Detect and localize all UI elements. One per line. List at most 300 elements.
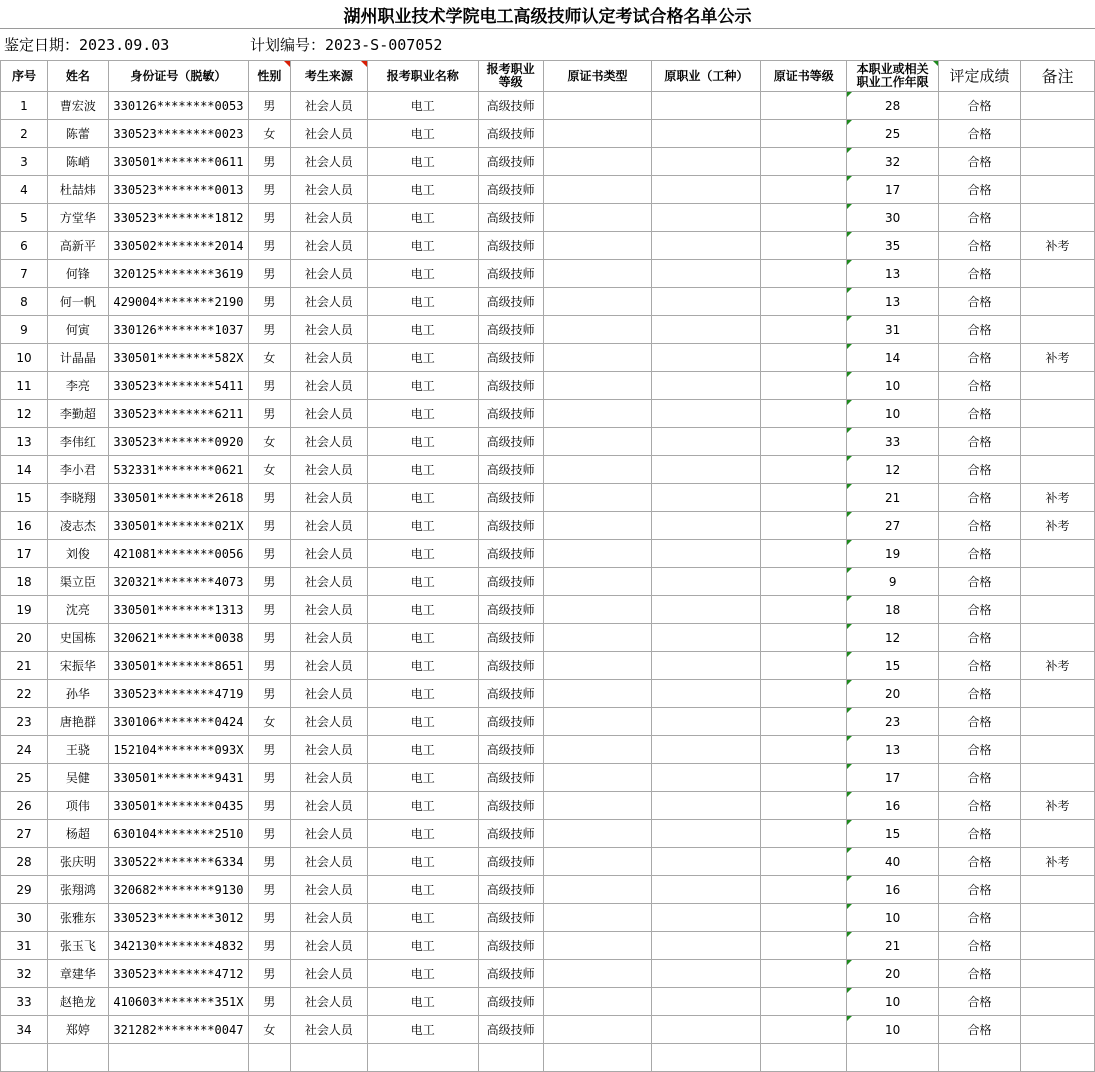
header-orig-job[interactable]: 原职业（工种） [652,61,761,92]
cell-seq[interactable]: 10 [1,344,48,372]
cell-gender[interactable]: 男 [248,372,290,400]
cell-name[interactable]: 王骁 [47,736,108,764]
cell-source[interactable]: 社会人员 [290,904,367,932]
cell-remark[interactable] [1020,568,1094,596]
cell-name[interactable]: 何一帆 [47,288,108,316]
cell-occupation[interactable]: 电工 [367,652,478,680]
empty-cell[interactable] [847,1044,939,1072]
cell-cert-level[interactable] [761,708,847,736]
cell-level[interactable]: 高级技师 [478,484,543,512]
cell-source[interactable]: 社会人员 [290,232,367,260]
cell-orig-job[interactable] [652,484,761,512]
cell-id[interactable]: 330523********0920 [108,428,248,456]
cell-remark[interactable]: 补考 [1020,848,1094,876]
cell-cert-level[interactable] [761,596,847,624]
cell-id[interactable]: 330523********5411 [108,372,248,400]
cell-id[interactable]: 330126********0053 [108,92,248,120]
cell-cert-type[interactable] [543,92,652,120]
cell-remark[interactable]: 补考 [1020,484,1094,512]
cell-id[interactable]: 330501********8651 [108,652,248,680]
cell-remark[interactable] [1020,904,1094,932]
cell-result[interactable]: 合格 [939,988,1021,1016]
cell-years[interactable]: 16 [847,876,939,904]
cell-result[interactable]: 合格 [939,176,1021,204]
cell-remark[interactable] [1020,932,1094,960]
cell-gender[interactable]: 男 [248,848,290,876]
cell-name[interactable]: 赵艳龙 [47,988,108,1016]
cell-seq[interactable]: 17 [1,540,48,568]
cell-gender[interactable]: 男 [248,876,290,904]
cell-result[interactable]: 合格 [939,260,1021,288]
cell-result[interactable]: 合格 [939,92,1021,120]
header-cert-type[interactable]: 原证书类型 [543,61,652,92]
cell-years[interactable]: 13 [847,260,939,288]
cell-id[interactable]: 330523********0013 [108,176,248,204]
cell-occupation[interactable]: 电工 [367,232,478,260]
cell-name[interactable]: 李小君 [47,456,108,484]
cell-name[interactable]: 张玉飞 [47,932,108,960]
cell-result[interactable]: 合格 [939,596,1021,624]
cell-seq[interactable]: 26 [1,792,48,820]
cell-years[interactable]: 13 [847,288,939,316]
cell-cert-level[interactable] [761,652,847,680]
cell-name[interactable]: 孙华 [47,680,108,708]
cell-occupation[interactable]: 电工 [367,484,478,512]
cell-seq[interactable]: 8 [1,288,48,316]
cell-orig-job[interactable] [652,932,761,960]
cell-orig-job[interactable] [652,904,761,932]
cell-source[interactable]: 社会人员 [290,484,367,512]
cell-occupation[interactable]: 电工 [367,568,478,596]
cell-seq[interactable]: 4 [1,176,48,204]
cell-remark[interactable] [1020,764,1094,792]
cell-orig-job[interactable] [652,764,761,792]
cell-name[interactable]: 陈峭 [47,148,108,176]
cell-orig-job[interactable] [652,624,761,652]
cell-id[interactable]: 330523********0023 [108,120,248,148]
assessment-date[interactable] [4,29,169,60]
cell-level[interactable]: 高级技师 [478,288,543,316]
cell-occupation[interactable]: 电工 [367,596,478,624]
cell-level[interactable]: 高级技师 [478,92,543,120]
cell-source[interactable]: 社会人员 [290,876,367,904]
cell-result[interactable]: 合格 [939,680,1021,708]
cell-name[interactable]: 李伟红 [47,428,108,456]
cell-remark[interactable] [1020,624,1094,652]
cell-cert-type[interactable] [543,204,652,232]
cell-id[interactable]: 330523********4712 [108,960,248,988]
cell-cert-level[interactable] [761,624,847,652]
cell-orig-job[interactable] [652,1016,761,1044]
cell-occupation[interactable]: 电工 [367,624,478,652]
cell-seq[interactable]: 2 [1,120,48,148]
cell-seq[interactable]: 31 [1,932,48,960]
cell-source[interactable]: 社会人员 [290,344,367,372]
cell-cert-type[interactable] [543,456,652,484]
cell-result[interactable]: 合格 [939,148,1021,176]
cell-gender[interactable]: 男 [248,960,290,988]
cell-cert-level[interactable] [761,344,847,372]
cell-cert-level[interactable] [761,540,847,568]
empty-cell[interactable] [47,1044,108,1072]
cell-orig-job[interactable] [652,428,761,456]
cell-years[interactable]: 18 [847,596,939,624]
cell-occupation[interactable]: 电工 [367,204,478,232]
cell-remark[interactable] [1020,960,1094,988]
cell-id[interactable]: 330523********4719 [108,680,248,708]
cell-occupation[interactable]: 电工 [367,904,478,932]
cell-name[interactable]: 陈蕾 [47,120,108,148]
cell-seq[interactable]: 29 [1,876,48,904]
cell-source[interactable]: 社会人员 [290,820,367,848]
cell-id[interactable]: 152104********093X [108,736,248,764]
cell-years[interactable]: 17 [847,764,939,792]
cell-source[interactable]: 社会人员 [290,92,367,120]
cell-occupation[interactable]: 电工 [367,876,478,904]
cell-years[interactable]: 25 [847,120,939,148]
cell-gender[interactable]: 男 [248,92,290,120]
cell-remark[interactable] [1020,540,1094,568]
cell-cert-level[interactable] [761,260,847,288]
header-result[interactable]: 评定成绩 [939,61,1021,92]
cell-remark[interactable] [1020,456,1094,484]
cell-name[interactable]: 李勤超 [47,400,108,428]
cell-occupation[interactable]: 电工 [367,428,478,456]
cell-cert-type[interactable] [543,400,652,428]
cell-seq[interactable]: 30 [1,904,48,932]
cell-name[interactable]: 吴健 [47,764,108,792]
cell-gender[interactable]: 男 [248,204,290,232]
cell-source[interactable]: 社会人员 [290,596,367,624]
cell-result[interactable]: 合格 [939,568,1021,596]
cell-gender[interactable]: 男 [248,316,290,344]
cell-name[interactable]: 项伟 [47,792,108,820]
cell-cert-level[interactable] [761,92,847,120]
cell-name[interactable]: 李亮 [47,372,108,400]
cell-id[interactable]: 321282********0047 [108,1016,248,1044]
cell-remark[interactable] [1020,736,1094,764]
cell-remark[interactable] [1020,204,1094,232]
cell-id[interactable]: 320125********3619 [108,260,248,288]
empty-cell[interactable] [652,1044,761,1072]
cell-name[interactable]: 凌志杰 [47,512,108,540]
cell-occupation[interactable]: 电工 [367,960,478,988]
plan-number[interactable] [250,29,442,60]
cell-occupation[interactable]: 电工 [367,120,478,148]
cell-seq[interactable]: 5 [1,204,48,232]
cell-gender[interactable]: 女 [248,1016,290,1044]
cell-cert-level[interactable] [761,400,847,428]
cell-remark[interactable] [1020,708,1094,736]
cell-level[interactable]: 高级技师 [478,260,543,288]
cell-result[interactable]: 合格 [939,960,1021,988]
cell-seq[interactable]: 21 [1,652,48,680]
cell-cert-type[interactable] [543,344,652,372]
cell-years[interactable]: 16 [847,792,939,820]
cell-occupation[interactable]: 电工 [367,372,478,400]
cell-gender[interactable]: 男 [248,764,290,792]
cell-gender[interactable]: 男 [248,148,290,176]
cell-level[interactable]: 高级技师 [478,792,543,820]
cell-seq[interactable]: 28 [1,848,48,876]
cell-source[interactable]: 社会人员 [290,176,367,204]
cell-seq[interactable]: 18 [1,568,48,596]
cell-gender[interactable]: 女 [248,120,290,148]
cell-gender[interactable]: 男 [248,512,290,540]
cell-source[interactable]: 社会人员 [290,148,367,176]
cell-orig-job[interactable] [652,540,761,568]
cell-level[interactable]: 高级技师 [478,680,543,708]
cell-orig-job[interactable] [652,148,761,176]
cell-name[interactable]: 何寅 [47,316,108,344]
cell-id[interactable]: 330501********0611 [108,148,248,176]
cell-source[interactable]: 社会人员 [290,456,367,484]
cell-id[interactable]: 330501********582X [108,344,248,372]
cell-name[interactable]: 杨超 [47,820,108,848]
cell-id[interactable]: 330501********0435 [108,792,248,820]
cell-id[interactable]: 630104********2510 [108,820,248,848]
cell-cert-type[interactable] [543,484,652,512]
cell-gender[interactable]: 男 [248,904,290,932]
cell-remark[interactable]: 补考 [1020,652,1094,680]
cell-name[interactable]: 唐艳群 [47,708,108,736]
cell-occupation[interactable]: 电工 [367,988,478,1016]
empty-cell[interactable] [290,1044,367,1072]
cell-occupation[interactable]: 电工 [367,764,478,792]
cell-occupation[interactable]: 电工 [367,736,478,764]
cell-seq[interactable]: 13 [1,428,48,456]
cell-gender[interactable]: 男 [248,652,290,680]
cell-orig-job[interactable] [652,260,761,288]
cell-id[interactable]: 330522********6334 [108,848,248,876]
cell-cert-type[interactable] [543,736,652,764]
cell-source[interactable]: 社会人员 [290,288,367,316]
cell-gender[interactable]: 女 [248,428,290,456]
cell-orig-job[interactable] [652,680,761,708]
cell-orig-job[interactable] [652,988,761,1016]
cell-seq[interactable]: 3 [1,148,48,176]
cell-level[interactable]: 高级技师 [478,148,543,176]
header-years[interactable] [847,61,939,92]
cell-source[interactable]: 社会人员 [290,540,367,568]
cell-seq[interactable]: 23 [1,708,48,736]
cell-remark[interactable] [1020,400,1094,428]
cell-gender[interactable]: 女 [248,708,290,736]
cell-orig-job[interactable] [652,204,761,232]
cell-id[interactable]: 330523********3012 [108,904,248,932]
cell-occupation[interactable]: 电工 [367,456,478,484]
cell-result[interactable]: 合格 [939,820,1021,848]
cell-level[interactable]: 高级技师 [478,316,543,344]
cell-level[interactable]: 高级技师 [478,540,543,568]
cell-seq[interactable]: 11 [1,372,48,400]
cell-source[interactable]: 社会人员 [290,792,367,820]
cell-orig-job[interactable] [652,512,761,540]
cell-cert-level[interactable] [761,512,847,540]
cell-id[interactable]: 410603********351X [108,988,248,1016]
cell-source[interactable]: 社会人员 [290,680,367,708]
cell-id[interactable]: 532331********0621 [108,456,248,484]
cell-seq[interactable]: 24 [1,736,48,764]
header-gender[interactable]: 性别 [248,61,290,92]
cell-cert-type[interactable] [543,512,652,540]
cell-cert-level[interactable] [761,176,847,204]
cell-seq[interactable]: 19 [1,596,48,624]
cell-source[interactable]: 社会人员 [290,736,367,764]
cell-result[interactable]: 合格 [939,1016,1021,1044]
cell-years[interactable]: 19 [847,540,939,568]
cell-occupation[interactable]: 电工 [367,848,478,876]
cell-cert-type[interactable] [543,764,652,792]
cell-remark[interactable] [1020,596,1094,624]
cell-cert-type[interactable] [543,232,652,260]
cell-cert-level[interactable] [761,960,847,988]
cell-source[interactable]: 社会人员 [290,1016,367,1044]
cell-id[interactable]: 330523********6211 [108,400,248,428]
cell-orig-job[interactable] [652,736,761,764]
cell-years[interactable]: 21 [847,484,939,512]
cell-years[interactable]: 40 [847,848,939,876]
cell-cert-level[interactable] [761,876,847,904]
cell-seq[interactable]: 16 [1,512,48,540]
cell-name[interactable]: 杜喆炜 [47,176,108,204]
cell-orig-job[interactable] [652,596,761,624]
cell-result[interactable]: 合格 [939,400,1021,428]
cell-gender[interactable]: 男 [248,932,290,960]
cell-name[interactable]: 郑婷 [47,1016,108,1044]
cell-orig-job[interactable] [652,568,761,596]
cell-id[interactable]: 429004********2190 [108,288,248,316]
cell-orig-job[interactable] [652,176,761,204]
cell-remark[interactable] [1020,288,1094,316]
cell-cert-type[interactable] [543,372,652,400]
cell-id[interactable]: 330501********1313 [108,596,248,624]
cell-level[interactable]: 高级技师 [478,960,543,988]
cell-seq[interactable]: 27 [1,820,48,848]
cell-years[interactable]: 30 [847,204,939,232]
cell-level[interactable]: 高级技师 [478,204,543,232]
cell-id[interactable]: 330126********1037 [108,316,248,344]
empty-cell[interactable] [367,1044,478,1072]
cell-name[interactable]: 张雅东 [47,904,108,932]
header-seq[interactable]: 序号 [1,61,48,92]
header-remark[interactable]: 备注 [1020,61,1094,92]
cell-cert-level[interactable] [761,764,847,792]
cell-id[interactable]: 320682********9130 [108,876,248,904]
cell-cert-type[interactable] [543,960,652,988]
cell-orig-job[interactable] [652,960,761,988]
cell-remark[interactable] [1020,316,1094,344]
cell-cert-type[interactable] [543,176,652,204]
cell-orig-job[interactable] [652,792,761,820]
cell-cert-level[interactable] [761,848,847,876]
cell-gender[interactable]: 男 [248,596,290,624]
cell-remark[interactable] [1020,92,1094,120]
cell-level[interactable]: 高级技师 [478,344,543,372]
empty-cell[interactable] [939,1044,1021,1072]
cell-orig-job[interactable] [652,708,761,736]
cell-orig-job[interactable] [652,372,761,400]
cell-result[interactable]: 合格 [939,848,1021,876]
cell-name[interactable]: 李晓翔 [47,484,108,512]
cell-remark[interactable] [1020,372,1094,400]
empty-cell[interactable] [248,1044,290,1072]
cell-result[interactable]: 合格 [939,120,1021,148]
cell-result[interactable]: 合格 [939,512,1021,540]
cell-orig-job[interactable] [652,120,761,148]
header-level[interactable] [478,61,543,92]
cell-remark[interactable] [1020,428,1094,456]
cell-level[interactable]: 高级技师 [478,428,543,456]
cell-seq[interactable]: 20 [1,624,48,652]
cell-level[interactable]: 高级技师 [478,736,543,764]
cell-cert-level[interactable] [761,428,847,456]
cell-cert-type[interactable] [543,624,652,652]
cell-years[interactable]: 17 [847,176,939,204]
cell-cert-type[interactable] [543,260,652,288]
cell-source[interactable]: 社会人员 [290,120,367,148]
cell-gender[interactable]: 男 [248,680,290,708]
cell-id[interactable]: 421081********0056 [108,540,248,568]
cell-cert-type[interactable] [543,540,652,568]
cell-orig-job[interactable] [652,652,761,680]
sheet-title[interactable]: 湖州职业技术学院电工高级技师认定考试合格名单公示 [0,0,1095,29]
cell-source[interactable]: 社会人员 [290,568,367,596]
cell-level[interactable]: 高级技师 [478,568,543,596]
cell-remark[interactable]: 补考 [1020,512,1094,540]
cell-years[interactable]: 27 [847,512,939,540]
cell-level[interactable]: 高级技师 [478,708,543,736]
cell-years[interactable]: 14 [847,344,939,372]
cell-gender[interactable]: 男 [248,820,290,848]
cell-orig-job[interactable] [652,876,761,904]
cell-level[interactable]: 高级技师 [478,904,543,932]
cell-id[interactable]: 320321********4073 [108,568,248,596]
cell-cert-level[interactable] [761,120,847,148]
cell-result[interactable]: 合格 [939,652,1021,680]
cell-remark[interactable] [1020,680,1094,708]
cell-result[interactable]: 合格 [939,344,1021,372]
cell-cert-level[interactable] [761,680,847,708]
cell-gender[interactable]: 男 [248,988,290,1016]
cell-remark[interactable] [1020,148,1094,176]
cell-years[interactable]: 31 [847,316,939,344]
cell-occupation[interactable]: 电工 [367,148,478,176]
cell-level[interactable]: 高级技师 [478,232,543,260]
empty-cell[interactable] [1,1044,48,1072]
cell-name[interactable]: 刘俊 [47,540,108,568]
cell-seq[interactable]: 9 [1,316,48,344]
cell-id[interactable]: 330501********021X [108,512,248,540]
cell-remark[interactable]: 补考 [1020,792,1094,820]
cell-seq[interactable]: 25 [1,764,48,792]
cell-level[interactable]: 高级技师 [478,596,543,624]
cell-cert-type[interactable] [543,288,652,316]
cell-orig-job[interactable] [652,316,761,344]
cell-cert-type[interactable] [543,680,652,708]
cell-seq[interactable]: 33 [1,988,48,1016]
cell-orig-job[interactable] [652,232,761,260]
cell-orig-job[interactable] [652,288,761,316]
cell-occupation[interactable]: 电工 [367,92,478,120]
cell-occupation[interactable]: 电工 [367,680,478,708]
cell-result[interactable]: 合格 [939,232,1021,260]
cell-remark[interactable] [1020,820,1094,848]
cell-level[interactable]: 高级技师 [478,848,543,876]
cell-cert-type[interactable] [543,1016,652,1044]
cell-level[interactable]: 高级技师 [478,512,543,540]
cell-source[interactable]: 社会人员 [290,624,367,652]
